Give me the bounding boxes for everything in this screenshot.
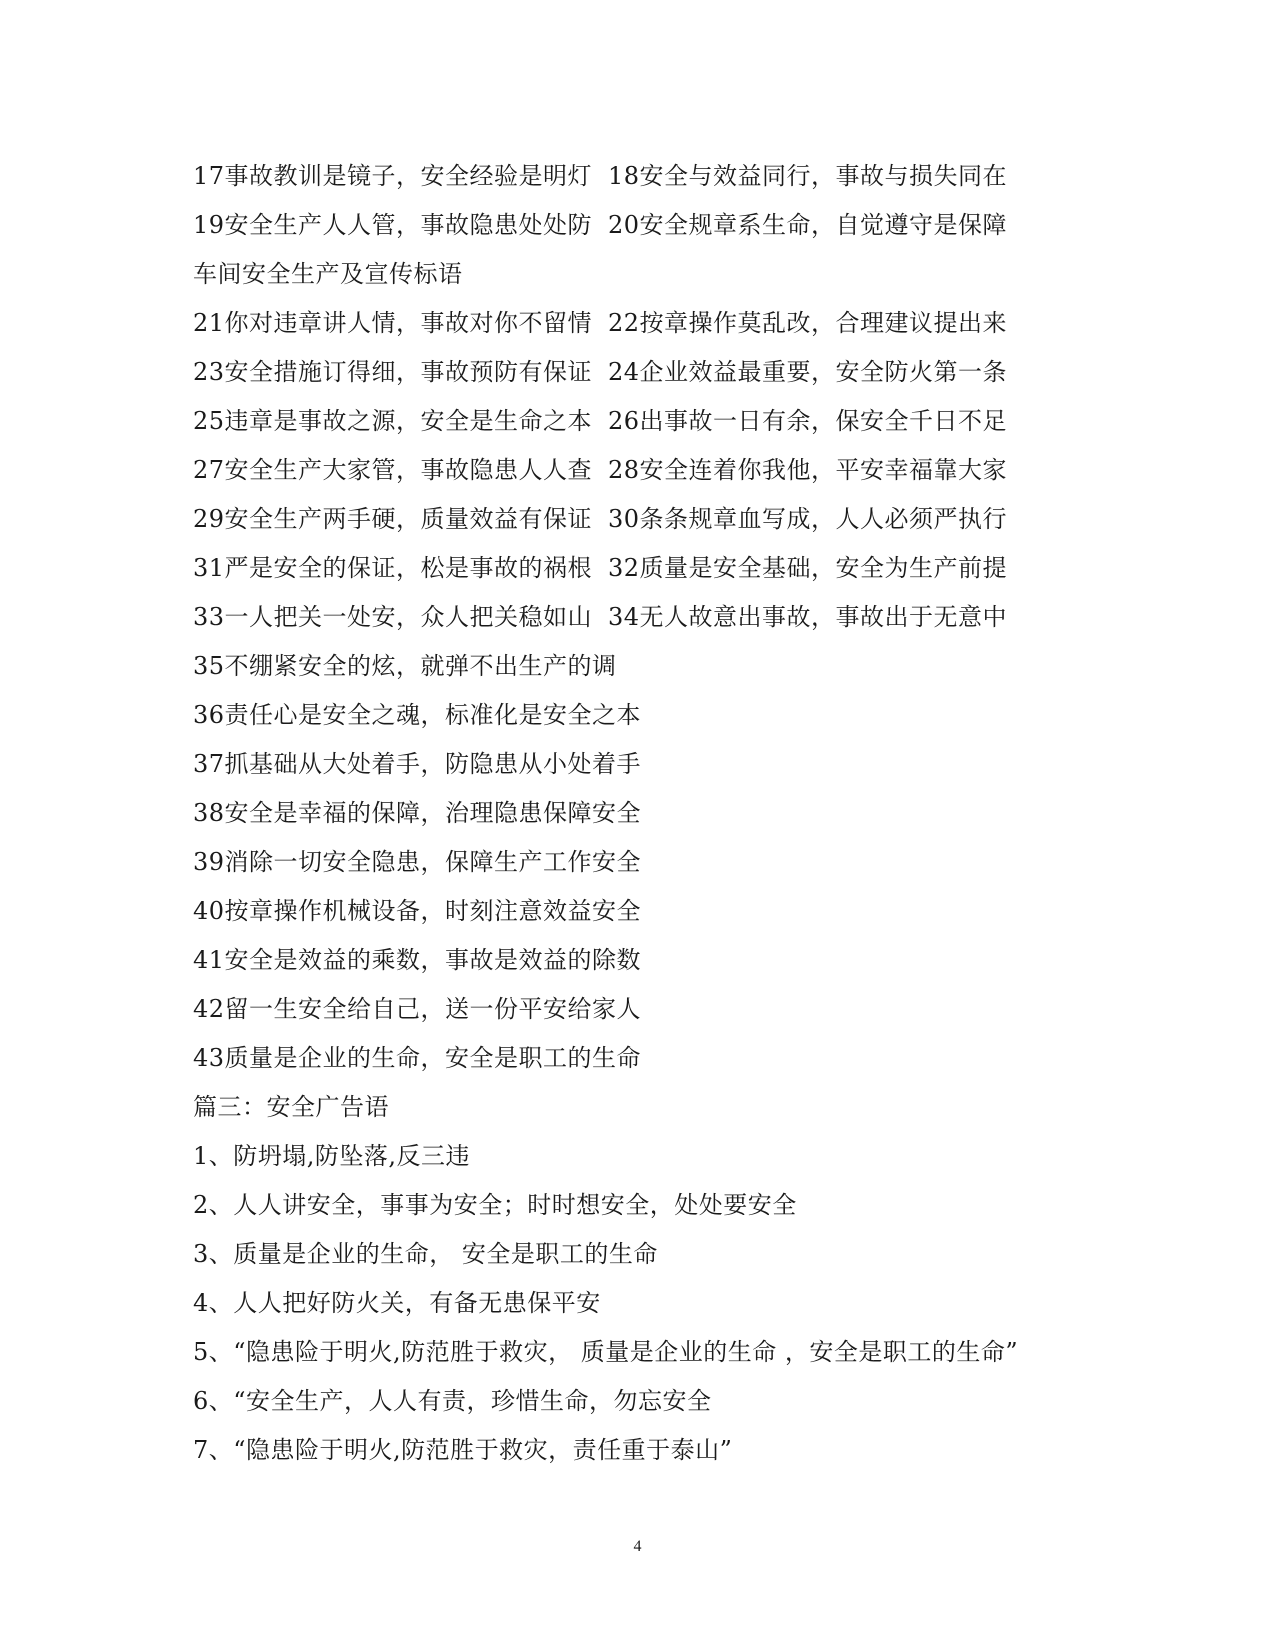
list-item: 4、人人把好防火关，有备无患保平安 (193, 1289, 601, 1317)
slogan-left: 23安全措施订得细，事故预防有保证 (193, 358, 593, 386)
slogan-row (193, 495, 1093, 544)
slogan-right: 32质量是安全基础，安全为生产前提 (608, 554, 1008, 582)
slogan-right: 20安全规章系生命，自觉遵守是保障 (608, 211, 1008, 239)
slogan-right: 22按章操作莫乱改，合理建议提出来 (608, 309, 1008, 337)
slogan-line: 37抓基础从大处着手，防隐患从小处着手 (193, 750, 642, 778)
page-number: 4 (633, 1538, 642, 1555)
slogan-left: 29安全生产两手硬，质量效益有保证 (193, 505, 593, 533)
slogan-row (193, 397, 1093, 446)
slogan-left: 31严是安全的保证，松是事故的祸根 (193, 554, 593, 582)
slogan-left: 33一人把关一处安，众人把关稳如山 (193, 603, 593, 631)
slogan-line: 41安全是效益的乘数，事故是效益的除数 (193, 946, 642, 974)
slogan-right: 18安全与效益同行，事故与损失同在 (608, 162, 1008, 190)
section-heading: 车间安全生产及宣传标语 (193, 260, 463, 288)
slogan-left: 27安全生产大家管，事故隐患人人查 (193, 456, 593, 484)
list-item: 3、质量是企业的生命， 安全是职工的生命 (193, 1240, 658, 1268)
slogan-row (193, 299, 1093, 348)
slogan-left: 21你对违章讲人情，事故对你不留情 (193, 309, 593, 337)
list-item: 5、“隐患险于明火,防范胜于救灾， 质量是企业的生命 ，安全是职工的生命” (193, 1338, 1019, 1366)
slogan-right: 28安全连着你我他，平安幸福靠大家 (608, 456, 1008, 484)
slogan-right: 34无人故意出事故，事故出于无意中 (608, 603, 1008, 631)
slogan-right: 24企业效益最重要，安全防火第一条 (608, 358, 1008, 386)
slogan-left: 19安全生产人人管，事故隐患处处防 (193, 211, 593, 239)
slogan-line: 40按章操作机械设备，时刻注意效益安全 (193, 897, 642, 925)
list-item: 2、人人讲安全，事事为安全；时时想安全，处处要安全 (193, 1191, 797, 1219)
slogan-row (193, 152, 1093, 201)
slogan-line: 39消除一切安全隐患，保障生产工作安全 (193, 848, 642, 876)
slogan-line: 35不绷紧安全的炫，就弹不出生产的调 (193, 652, 617, 680)
slogan-row (193, 201, 1093, 250)
list-item: 6、“安全生产，人人有责，珍惜生命，勿忘安全 (193, 1387, 712, 1415)
list-item: 1、防坍塌,防坠落,反三违 (193, 1142, 471, 1170)
slogan-line: 42留一生安全给自己，送一份平安给家人 (193, 995, 642, 1023)
section-heading: 篇三：安全广告语 (193, 1093, 389, 1121)
slogan-right: 26出事故一日有余，保安全千日不足 (608, 407, 1008, 435)
document-body (193, 152, 1093, 1475)
slogan-left: 17事故教训是镜子，安全经验是明灯 (193, 162, 593, 190)
list-item: 7、“隐患险于明火,防范胜于救灾，责任重于泰山” (193, 1436, 733, 1464)
slogan-line: 38安全是幸福的保障，治理隐患保障安全 (193, 799, 642, 827)
slogan-line: 43质量是企业的生命，安全是职工的生命 (193, 1044, 642, 1072)
slogan-row (193, 593, 1093, 642)
slogan-line: 36责任心是安全之魂，标准化是安全之本 (193, 701, 642, 729)
slogan-row (193, 446, 1093, 495)
slogan-row (193, 544, 1093, 593)
slogan-right: 30条条规章血写成，人人必须严执行 (608, 505, 1008, 533)
slogan-row (193, 348, 1093, 397)
slogan-left: 25违章是事故之源，安全是生命之本 (193, 407, 593, 435)
